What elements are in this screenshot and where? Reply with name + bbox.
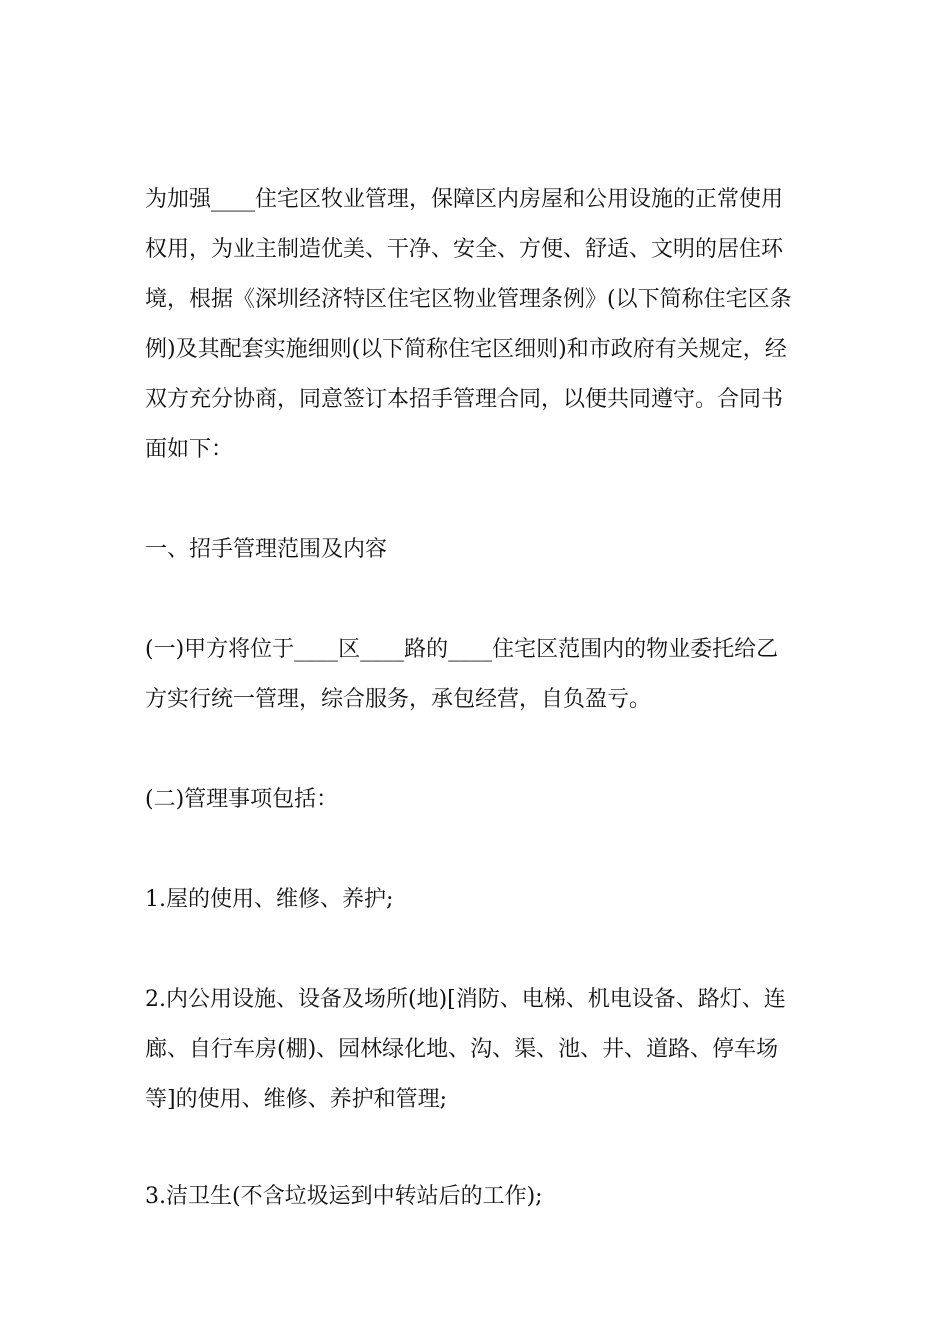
clause-one-paragraph [145, 625, 805, 725]
preamble-line: 为加强____住宅区牧业管理，保障区内房屋和公用设施的正常使用 [145, 187, 784, 212]
item-line: 1.屋的使用、维修、养护; [145, 887, 394, 912]
preamble-line: 境，根据《深圳经济特区住宅区物业管理条例》(以下简称住宅区条 [145, 287, 792, 312]
preamble-line: 双方充分协商，同意签订本招手管理合同，以便共同遵守。合同书 [145, 387, 784, 412]
item-line: 2.内公用设施、设备及场所(地)[消防、电梯、机电设备、路灯、连 [145, 987, 786, 1012]
item-line: 廊、自行车房(棚)、园林绿化地、沟、渠、池、井、道路、停车场 [145, 1037, 779, 1062]
preamble-line: 权用，为业主制造优美、干净、安全、方便、舒适、文明的居住环 [145, 237, 784, 262]
clause-line: 方实行统一管理，综合服务，承包经营，自负盈亏。 [145, 687, 652, 712]
item-one-paragraph [145, 875, 805, 925]
preamble-paragraph [145, 175, 805, 475]
clause-heading-text: (二)管理事项包括： [145, 787, 339, 812]
item-three-paragraph [145, 1172, 805, 1222]
item-two-paragraph [145, 975, 805, 1125]
preamble-line: 例)及其配套实施细则(以下简称住宅区细则)和市政府有关规定，经 [145, 337, 787, 362]
section-heading-text: 一、招手管理范围及内容 [145, 537, 388, 562]
item-line: 3.洁卫生(不含垃圾运到中转站后的工作); [145, 1184, 543, 1209]
preamble-line: 面如下： [145, 437, 234, 462]
section-one-heading [145, 525, 805, 575]
clause-two-heading [145, 775, 805, 825]
clause-line: (一)甲方将位于____区____路的____住宅区范围内的物业委托给乙 [145, 637, 779, 662]
item-line: 等]的使用、维修、养护和管理; [145, 1087, 447, 1112]
